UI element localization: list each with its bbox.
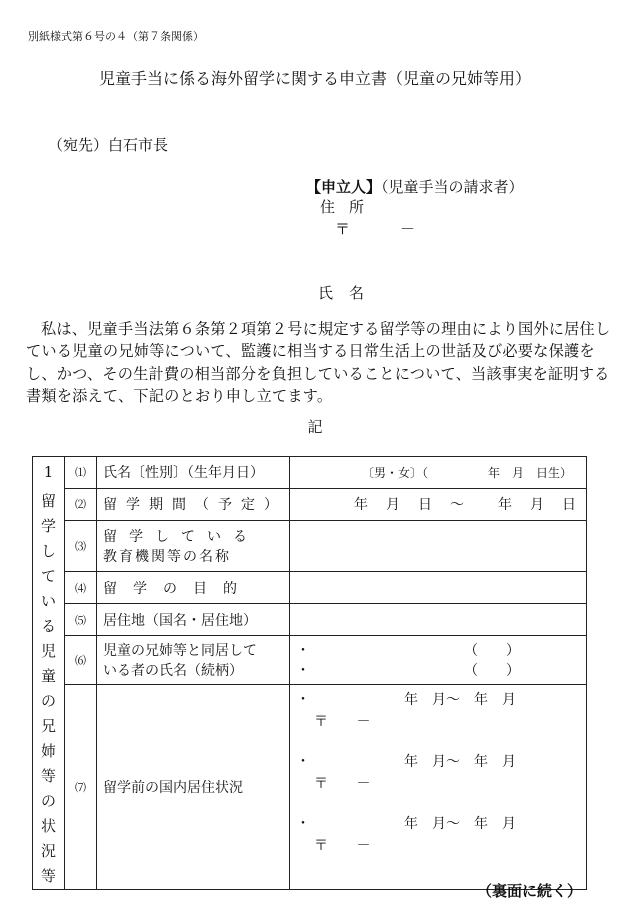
side-label-char: 兄 — [40, 717, 56, 735]
applicant-heading — [306, 176, 524, 197]
side-label-char: 留 — [40, 492, 56, 510]
row-number: ⑴ — [65, 457, 97, 489]
institution-field[interactable] — [290, 520, 587, 571]
name-label: 氏名 — [318, 284, 381, 302]
bullet: ・ — [296, 816, 310, 833]
page-title: 児童手当に係る海外留学に関する申立書（児童の兄姉等用） — [98, 69, 531, 88]
side-label-char: 姉 — [40, 742, 56, 760]
side-label-char: の — [40, 792, 56, 810]
period-text: 年 月～ 年 月 — [404, 692, 516, 709]
side-label-char: 況 — [40, 842, 56, 860]
side-label-char: 童 — [40, 667, 56, 685]
period-text: 年 月～ 年 月 — [404, 816, 516, 833]
row-label-institution: 留学している 教育機関等の名称 — [97, 520, 290, 571]
bullet: ・ — [296, 754, 310, 771]
name-sex-dob-field[interactable]: 〔男・女〕（ 年 月 日生） — [290, 457, 587, 489]
side-label-char: 学 — [40, 517, 56, 535]
table-row — [33, 520, 587, 571]
row-label-cohabitant: 児童の兄姉等と同居して いる者の氏名（続柄） — [97, 636, 290, 685]
postal-dash: － — [356, 838, 371, 855]
postal-mark: 〒 — [314, 714, 328, 731]
side-label-char: 等 — [40, 867, 56, 885]
address-label: 住所 — [320, 198, 379, 216]
cohabitant-field[interactable] — [290, 636, 587, 685]
table-row — [33, 457, 587, 489]
purpose-field[interactable] — [290, 572, 587, 604]
relation-paren: （ ） — [464, 663, 520, 680]
applicant-heading-rest: （児童手当の請求者） — [381, 178, 524, 196]
postal-mark: 〒 — [314, 776, 328, 793]
side-label-char: て — [40, 567, 56, 585]
row-number: ⑹ — [65, 636, 97, 685]
side-label-char: 等 — [40, 767, 56, 785]
row-number: ⑺ — [65, 685, 97, 890]
row-label-name: 氏名〔性別〕（生年月日） — [97, 457, 290, 489]
side-label-char: 児 — [40, 642, 56, 660]
side-label-char: の — [40, 692, 56, 710]
status-table — [32, 456, 587, 890]
row-label-prior-residence: 留学前の国内居住状況 — [97, 685, 290, 890]
period-text: 年 月～ 年 月 — [404, 754, 516, 771]
bullet: ・ — [296, 663, 310, 680]
postal-mark: 〒 — [335, 220, 351, 238]
table-row — [33, 488, 587, 520]
residence-entry — [296, 813, 580, 875]
table-row — [33, 604, 587, 636]
study-period-field[interactable]: 年 月 日 ～ 年 月 日 — [290, 488, 587, 520]
relation-paren: （ ） — [464, 643, 520, 660]
table-row — [33, 572, 587, 604]
side-number: 1 — [43, 463, 54, 481]
bullet: ・ — [296, 643, 310, 660]
row-number: ⑷ — [65, 572, 97, 604]
row-number: ⑸ — [65, 604, 97, 636]
prior-residence-field[interactable] — [290, 685, 587, 890]
table-row — [33, 636, 587, 685]
statement-text: 私は、児童手当法第６条第２項第２号に規定する留学等の理由により国外に居住している児童の兄姉等について、監護に相当する日常生活上の世話及び必要な保護をし、かつ、その生計費の相当部分を負担していることについて、当該事実を証明する書類を添えて、下記のとおり申し立てます。 — [26, 320, 611, 406]
row-label-purpose: 留学の目的 — [97, 572, 290, 604]
applicant-heading-bold: 【申立人】 — [306, 178, 382, 196]
addressee: （宛先）白石市長 — [48, 136, 169, 154]
side-label-char: 状 — [40, 817, 56, 835]
ki-heading: 記 — [307, 418, 323, 436]
row-number: ⑵ — [65, 488, 97, 520]
postal-mark: 〒 — [314, 838, 328, 855]
continued-note: （裏面に続く） — [476, 882, 582, 900]
side-label-char: る — [40, 617, 56, 635]
bullet: ・ — [296, 692, 310, 709]
residence-entry — [296, 689, 580, 751]
postal-dash: － — [400, 220, 416, 238]
side-label — [39, 489, 58, 889]
row-label-period: 留学期間（予定） — [97, 488, 290, 520]
table-row — [33, 685, 587, 890]
form-number: 別紙様式第６号の４（第７条関係） — [28, 30, 204, 43]
postal-dash: － — [356, 714, 371, 731]
row-label-residence: 居住地（国名・居住地） — [97, 604, 290, 636]
residence-entry — [296, 751, 580, 813]
postal-dash: － — [356, 776, 371, 793]
side-label-char: い — [40, 592, 56, 610]
residence-field[interactable] — [290, 604, 587, 636]
side-label-char: し — [40, 542, 56, 560]
side-heading — [33, 457, 65, 890]
row-number: ⑶ — [65, 520, 97, 571]
